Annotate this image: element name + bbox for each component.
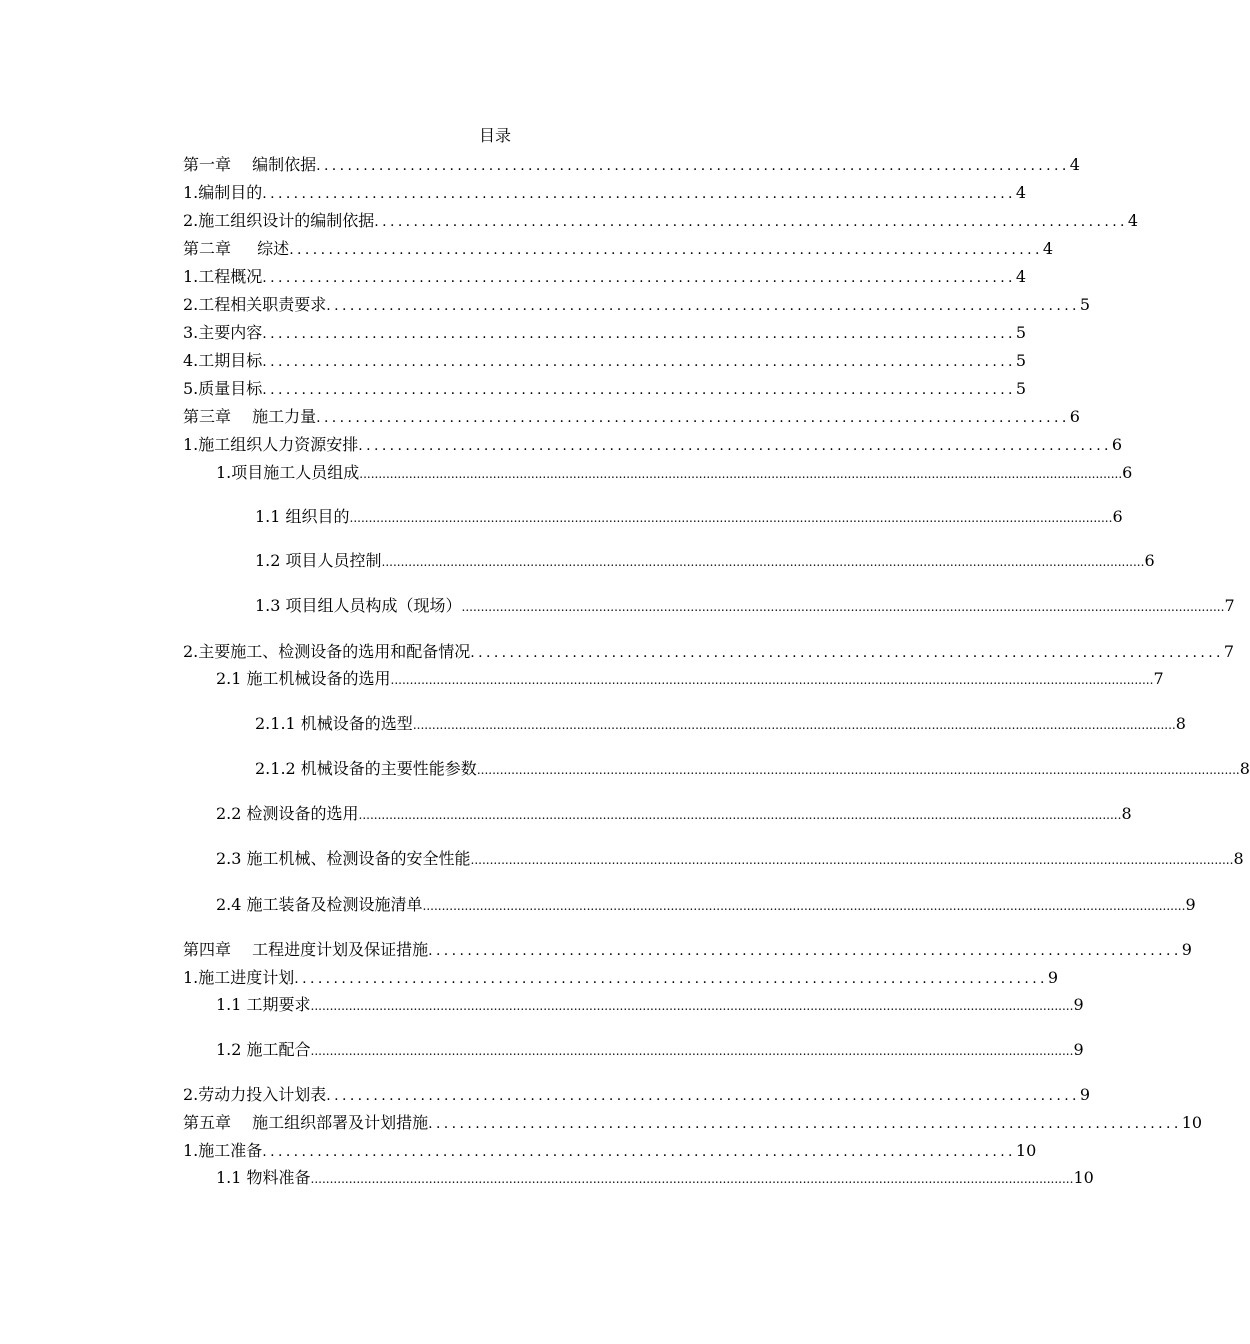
dot-leader: ................................................................................................ <box>358 438 1112 454</box>
toc-entry[interactable] <box>183 182 1027 204</box>
dot-leader: ........................................................................................................................................................................................................ <box>310 999 1074 1013</box>
dot-leader: ................................................................................................ <box>374 214 1128 230</box>
toc-entry[interactable] <box>183 154 1080 176</box>
toc-entry-page: 10 <box>1073 1168 1094 1187</box>
toc-entry[interactable] <box>183 641 1235 663</box>
toc-entry[interactable] <box>183 350 1027 372</box>
toc-entry-label: 1.2 项目人员控制 <box>255 551 382 570</box>
toc-entry-label: 2.4 施工装备及检测设施清单 <box>216 895 423 914</box>
toc-entry-page: 7 <box>1223 642 1235 661</box>
toc-entry[interactable] <box>255 595 1235 617</box>
toc-title: 目录 <box>478 126 511 145</box>
toc-entry-label: 1.工程概况 <box>183 267 263 286</box>
toc-entry[interactable] <box>183 939 1192 961</box>
toc-entry[interactable] <box>216 848 1244 870</box>
toc-entry-page: 6 <box>1069 407 1080 426</box>
toc-entry[interactable] <box>183 1112 1203 1134</box>
dot-leader: ................................................................................................ <box>326 298 1080 314</box>
toc-entry-label: 第三章 施工力量 <box>183 407 317 426</box>
dot-leader: ........................................................................................................................................................................................................ <box>359 467 1123 481</box>
dot-leader: ................................................................................................ <box>428 943 1182 959</box>
toc-entry[interactable] <box>183 1140 1037 1162</box>
dot-leader: ................................................................................................ <box>289 242 1043 258</box>
toc-entry-page: 9 <box>1185 895 1196 914</box>
toc-entry-label: 第二章 综述 <box>183 239 290 258</box>
toc-entry-page: 5 <box>1079 295 1091 314</box>
toc-entry[interactable] <box>255 506 1123 528</box>
dot-leader: ........................................................................................................................................................................................................ <box>412 718 1176 732</box>
dot-leader: ................................................................................................ <box>428 1116 1182 1132</box>
toc-entry-label: 1.施工组织人力资源安排 <box>183 435 359 454</box>
toc-entry[interactable] <box>183 434 1123 456</box>
toc-entry[interactable] <box>183 238 1053 260</box>
toc-entry[interactable] <box>183 378 1027 400</box>
toc-entry[interactable] <box>183 210 1139 232</box>
toc-entry-label: 2.劳动力投入计划表 <box>183 1085 327 1104</box>
dot-leader: ........................................................................................................................................................................................................ <box>381 555 1145 569</box>
dot-leader: ................................................................................................ <box>262 186 1016 202</box>
dot-leader: ................................................................................................ <box>262 1144 1016 1160</box>
toc-entry-page: 10 <box>1181 1113 1203 1132</box>
dot-leader: ........................................................................................................................................................................................................ <box>422 899 1186 913</box>
toc-entry-page: 6 <box>1122 463 1133 482</box>
toc-entry-page: 4 <box>1042 239 1053 258</box>
toc-entry-page: 4 <box>1069 155 1080 174</box>
toc-entry-label: 5.质量目标 <box>183 379 263 398</box>
toc-entry-page: 9 <box>1181 940 1192 959</box>
toc-entry[interactable] <box>216 668 1164 690</box>
toc-entry-page: 8 <box>1239 759 1250 778</box>
toc-entry-page: 5 <box>1015 379 1027 398</box>
toc-entry-label: 1.3 项目组人员构成（现场） <box>255 596 462 615</box>
dot-leader: ........................................................................................................................................................................................................ <box>358 808 1122 822</box>
toc-entry[interactable] <box>255 758 1250 780</box>
dot-leader: ........................................................................................................................................................................................................ <box>349 511 1113 525</box>
toc-entry[interactable] <box>183 967 1059 989</box>
toc-entry-label: 1.1 工期要求 <box>216 995 311 1014</box>
toc-entry-label: 第五章 施工组织部署及计划措施 <box>183 1113 429 1132</box>
toc-entry-label: 1.施工进度计划 <box>183 968 295 987</box>
toc-entry[interactable] <box>183 322 1027 344</box>
toc-entry-label: 1.1 组织目的 <box>255 507 350 526</box>
toc-entry[interactable] <box>183 406 1080 428</box>
toc-entry[interactable] <box>255 550 1155 572</box>
toc-entry-page: 7 <box>1224 596 1235 615</box>
toc-entry[interactable] <box>216 803 1132 825</box>
toc-entry-page: 4 <box>1015 183 1027 202</box>
dot-leader: ................................................................................................ <box>262 270 1016 286</box>
toc-entry-label: 2.工程相关职责要求 <box>183 295 327 314</box>
dot-leader: ................................................................................................ <box>294 971 1048 987</box>
toc-entry[interactable] <box>183 1084 1091 1106</box>
toc-entry-page: 6 <box>1112 507 1123 526</box>
toc-entry-page: 9 <box>1073 995 1084 1014</box>
toc-entry[interactable] <box>216 994 1084 1016</box>
dot-leader: ........................................................................................................................................................................................................ <box>390 673 1154 687</box>
toc-entry-page: 9 <box>1047 968 1059 987</box>
toc-entry-label: 2.施工组织设计的编制依据 <box>183 211 375 230</box>
toc-entry-label: 2.1.1 机械设备的选型 <box>255 714 413 733</box>
toc-entry-page: 8 <box>1233 849 1244 868</box>
toc-entry[interactable] <box>183 294 1091 316</box>
toc-entry-page: 8 <box>1175 714 1186 733</box>
dot-leader: ................................................................................................ <box>316 158 1070 174</box>
toc-entry-label: 2.1 施工机械设备的选用 <box>216 669 391 688</box>
toc-entry[interactable] <box>216 462 1133 484</box>
toc-entry-page: 4 <box>1015 267 1027 286</box>
toc-entry-label: 2.3 施工机械、检测设备的安全性能 <box>216 849 471 868</box>
toc-entry-page: 7 <box>1153 669 1164 688</box>
toc-entry-label: 1.2 施工配合 <box>216 1040 311 1059</box>
dot-leader: ................................................................................................ <box>262 382 1016 398</box>
toc-entry-page: 9 <box>1079 1085 1091 1104</box>
toc-entry-page: 5 <box>1015 323 1027 342</box>
dot-leader: ........................................................................................................................................................................................................ <box>310 1172 1074 1186</box>
toc-entry[interactable] <box>255 713 1186 735</box>
toc-entry-label: 1.1 物料准备 <box>216 1168 311 1187</box>
toc-entry-label: 3.主要内容 <box>183 323 263 342</box>
dot-leader: ................................................................................................ <box>262 326 1016 342</box>
toc-entry-page: 6 <box>1144 551 1155 570</box>
toc-entry-label: 第四章 工程进度计划及保证措施 <box>183 940 429 959</box>
toc-entry-page: 10 <box>1015 1141 1037 1160</box>
toc-entry-label: 第一章 编制依据 <box>183 155 317 174</box>
toc-entry[interactable] <box>183 266 1027 288</box>
dot-leader: ................................................................................................ <box>262 354 1016 370</box>
dot-leader: ........................................................................................................................................................................................................ <box>476 763 1240 777</box>
toc-entry-label: 4.工期目标 <box>183 351 263 370</box>
dot-leader: ........................................................................................................................................................................................................ <box>310 1044 1074 1058</box>
dot-leader: ................................................................................................ <box>470 645 1224 661</box>
dot-leader: ........................................................................................................................................................................................................ <box>470 853 1234 867</box>
toc-entry-page: 5 <box>1015 351 1027 370</box>
toc-entry-label: 2.2 检测设备的选用 <box>216 804 359 823</box>
toc-entry-page: 6 <box>1111 435 1123 454</box>
toc-entry-label: 1.施工准备 <box>183 1141 263 1160</box>
toc-entry-label: 1.项目施工人员组成 <box>216 463 360 482</box>
toc-entry-page: 9 <box>1073 1040 1084 1059</box>
toc-entry-label: 2.1.2 机械设备的主要性能参数 <box>255 759 477 778</box>
dot-leader: ................................................................................................ <box>326 1088 1080 1104</box>
dot-leader: ................................................................................................ <box>316 410 1070 426</box>
toc-entry[interactable] <box>216 1167 1094 1189</box>
toc-entry-label: 2.主要施工、检测设备的选用和配备情况 <box>183 642 471 661</box>
dot-leader: ........................................................................................................................................................................................................ <box>461 600 1225 614</box>
toc-entry-page: 8 <box>1121 804 1132 823</box>
toc-entry[interactable] <box>216 894 1196 916</box>
toc-entry-page: 4 <box>1127 211 1139 230</box>
toc-entry-label: 1.编制目的 <box>183 183 263 202</box>
toc-entry[interactable] <box>216 1039 1084 1061</box>
